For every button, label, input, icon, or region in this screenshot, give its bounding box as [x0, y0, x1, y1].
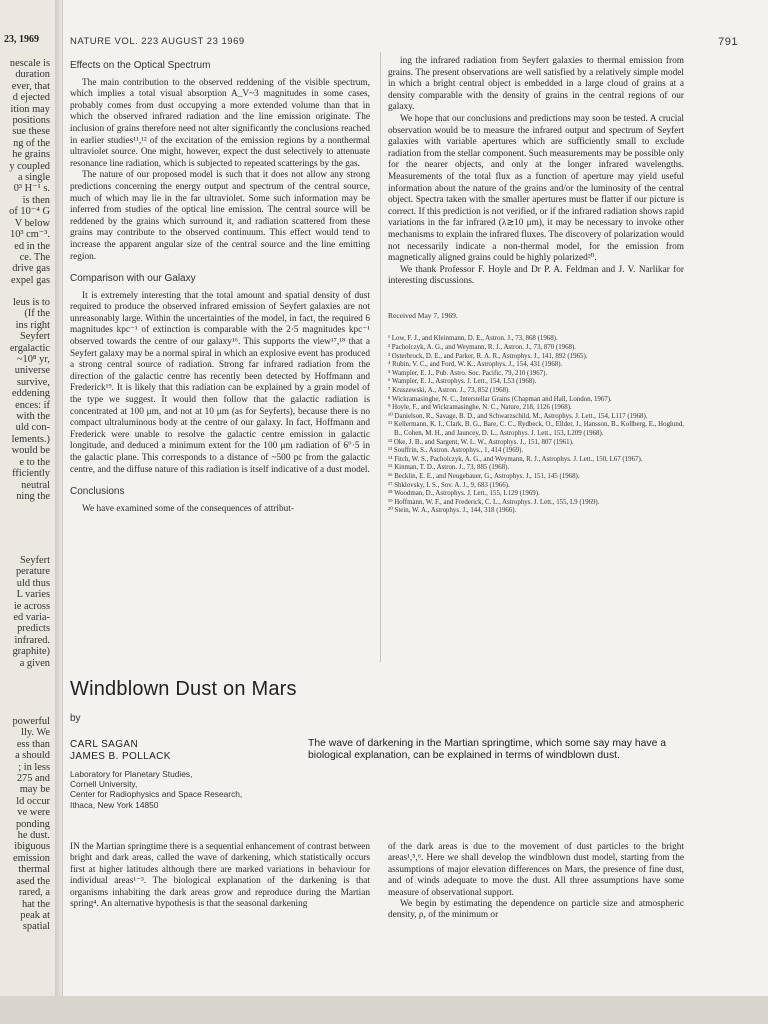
gutter-shadow [55, 0, 63, 1000]
margin-fragment-line: with the [16, 411, 50, 423]
margin-fragment-line: lements.) [11, 433, 50, 445]
article-section [70, 60, 370, 263]
margin-fragment-line: ess than [16, 738, 50, 750]
right-column [388, 56, 684, 516]
margin-fragment-line: survive, [16, 376, 50, 388]
margin-fragment-line: Seyfert [19, 555, 50, 566]
margin-fragment-line: ased the [16, 875, 50, 887]
affiliation-line: Laboratory for Planetary Studies, [70, 769, 193, 779]
column-divider [380, 52, 381, 662]
author-list [70, 739, 171, 763]
author-name: JAMES B. POLLACK [70, 750, 171, 762]
section-paragraph: We have examined some of the consequences of attribut- [82, 503, 294, 514]
margin-fragment-line: ibiguous [14, 841, 50, 853]
margin-fragment-block-1 [6, 58, 50, 286]
margin-fragment-line: infrared. [14, 634, 50, 646]
byline-label: by [70, 713, 81, 724]
margin-fragment-line: perature [15, 566, 50, 578]
margin-fragment-line: ng of the [13, 137, 50, 149]
received-date: Received May 7, 1969. [388, 310, 458, 320]
margin-fragment-line: spatial [22, 921, 50, 933]
margin-fragment-line: ponding [15, 818, 50, 830]
article-abstract: The wave of darkening in the Martian springtime, which some say may have a biological explanation, can be explained in terms of windblown dust. [308, 738, 667, 762]
affiliation-line: Cornell University, [70, 779, 138, 790]
margin-fragment-line: Seyfert [19, 331, 50, 343]
reference-item: ¹⁵ Kinman, T. D., Astron. J., 73, 885 (1968). [388, 464, 510, 472]
margin-fragment-line: drive gas [12, 263, 50, 275]
article-section [70, 273, 370, 476]
body-paragraph: We begin by estimating the dependence on particle size and atmospheric density, ρ, of the minimum or [388, 899, 684, 921]
margin-fragment-block-3 [6, 555, 50, 669]
body-paragraph: ing the infrared radiation from Seyfert galaxies to thermal emission from grains. The present observations are well satisfied by a relatively simple model in which a bright central object is embedded in a large cloud of grains at a density comparable with the density of grains in the central regions of our galaxy. [388, 56, 684, 113]
margin-fragment-line: ~10⁸ yr, [16, 354, 50, 366]
margin-fragment-line: leus is to [13, 297, 50, 308]
margin-fragment-line: uld con- [15, 422, 50, 434]
margin-fragment-line: graphite) [12, 646, 50, 658]
margin-fragment-line: would be [11, 445, 50, 457]
reference-item: ³ Osterbrock, D. E., and Parker, R. A. R., Astrophys. J., 141, 892 (1965). [388, 352, 588, 360]
reference-item: ⁹ Hoyle, F., and Wickramasinghe, N. C., Nature, 218, 1126 (1968). [388, 404, 572, 412]
margin-fragment-line: ition may [10, 103, 50, 115]
reference-item: ⁴ Rubin, V. C., and Ford, W. K., Astrophys. J., 154, 431 (1968). [388, 361, 563, 369]
margin-fragment-line: peak at [20, 909, 50, 921]
margin-fragment-line: ning the [16, 490, 50, 502]
margin-fragment-line: (If the [24, 308, 50, 320]
affiliation-line: Center for Radiophysics and Space Research, [70, 789, 243, 800]
margin-fragment-line: ences: if [15, 399, 50, 411]
margin-fragment-line: ie across [13, 600, 50, 612]
margin-fragment-line: d ejected [12, 92, 50, 104]
margin-fragment-line: a given [19, 657, 50, 669]
page-number: 791 [718, 36, 738, 48]
reference-item: ⁶ Wampler, E. J., Astrophys. J. Lett., 154, L53 (1968). [388, 378, 537, 386]
margin-fragment-line: lly. We [21, 727, 50, 739]
right-column-paragraphs [388, 56, 684, 288]
margin-fragment-line: he dust. [17, 830, 50, 842]
margin-fragment-line: expel gas [11, 274, 50, 286]
margin-fragment-line: emission [13, 852, 50, 864]
reference-item: ¹² Oke, J. B., and Sargent, W. L. W., Astrophys. J., 151, 807 (1961). [388, 438, 574, 446]
reference-item: ¹³ Souffrin, S., Astron. Astrophys., 1, 414 (1969). [388, 447, 524, 455]
article-body-left [70, 842, 370, 910]
margin-fragment-line: fficiently [12, 468, 50, 480]
margin-fragment-line: a single [17, 172, 50, 184]
margin-fragment-line: a should [15, 750, 50, 762]
margin-fragment-line: e to the [19, 456, 50, 468]
left-column [70, 58, 370, 525]
reference-item: ¹⁷ Shklovsky, I. S., Sov. A. J., 9, 683 (1966). [388, 481, 510, 489]
margin-fragment-line: hat the [22, 898, 50, 910]
margin-fragment-line: universe [14, 365, 50, 377]
margin-fragment-line: powerful [12, 716, 50, 727]
article-section [70, 486, 370, 515]
margin-fragment-line: thermal [18, 864, 50, 876]
margin-fragment-line: 275 and [16, 773, 50, 785]
body-paragraph: We thank Professor F. Hoyle and Dr P. A. Feldman and J. V. Narlikar for interesting discussions. [388, 264, 684, 287]
section-heading: Conclusions [70, 486, 125, 498]
margin-fragment-line: nescale is [9, 58, 50, 69]
margin-fragment-line: ed in the [14, 240, 50, 252]
reference-list [388, 335, 684, 515]
margin-fragment-block-2 [6, 297, 50, 502]
margin-fragment-line: positions [12, 115, 50, 127]
running-header [70, 36, 738, 50]
section-paragraph: The nature of our proposed model is such that it does not allow any strong predictions concerning the energy output and spectrum of the central source, much of which may lie in the far ultraviolet. Some such information may be inferred from studies of the optical line emission. The central source will be reddened by the grains which surround it, and radiation scattered from these grains may contribute to the observed continuum. This effect would tend to increase the apparent angular size of the central source and the line emitting region. [70, 170, 370, 262]
section-heading: Effects on the Optical Spectrum [70, 60, 211, 71]
margin-fragment-line: he grains [12, 149, 50, 161]
section-paragraph: The main contribution to the observed reddening of the visible spectrum, which implies a total visual absorption A_V~3 magnitudes in some cases, probably comes from dust occupying a more extended volume than that in which the observed infrared radiation and the line emission originate. The inclusion of grains therefore need not alter significantly the conclusions reached in earlier studies¹¹,¹² of the excitation of the emission regions by a nonthermal ultraviolet source. One might, however, expect the dust selectively to attenuate resonance line radiation, which is subjected to repeated scatterings by the gas. [70, 77, 370, 169]
reference-item: ⁸ Wickramasinghe, N. C., Interstellar Grains (Chapman and Hall, London, 1967). [388, 395, 612, 403]
margin-fragment-line: rared, a [18, 887, 50, 899]
margin-fragment-line: ve were [17, 807, 50, 819]
previous-page-date: 23, 1969 [4, 34, 39, 45]
margin-fragment-line: predicts [17, 623, 50, 635]
margin-fragment-line: is then [22, 194, 50, 206]
margin-fragment-line: ed varia- [13, 612, 50, 624]
margin-fragment-line: ce. The [19, 251, 50, 263]
reference-item: ¹⁹ Hoffmann, W. F., and Frederick, C. L., Astrophys. J. Lett., 155, L9 (1969). [388, 498, 600, 506]
margin-fragment-block-4 [6, 716, 50, 933]
article-body-right [388, 842, 684, 922]
reference-item: ²⁰ Stein, W. A., Astrophys. J., 144, 318 (1966). [388, 507, 517, 515]
margin-fragment-line: 10³ cm⁻³. [10, 229, 50, 241]
margin-fragment-line: ld occur [16, 795, 50, 807]
affiliation-line: Ithaca, New York 14850 [70, 799, 159, 810]
margin-fragment-line: uld thus [16, 577, 50, 589]
author-name: CARL SAGAN [70, 739, 139, 750]
section-paragraph: It is extremely interesting that the total amount and spatial density of dust required to produce the observed infrared emission of Seyfert galaxies are not unreasonably large. Within the uncertainties of the model, in fact, the required 6 magnitudes kpc⁻¹ of extinction is comparable with the 2·5 magnitudes kpc⁻¹ observed towards the centre of our galaxy¹⁶. This supports the view¹⁷,¹⁸ that a Seyfert galaxy may be a normal spiral in which an explosive event has produced a strong central source of radiation. Strong far infrared radiation from the direction of the galactic centre has recently been detected by Hoffmann and Frederick¹⁹. It is likely that this radiation can be explained by a grain model of the type we suggest. It would then follow that the galactic radiation is concentrated at 100 μm, and not at 10 μm (as for Seyferts), because there is no compact ultraluminous body at the centre of our galaxy. In fact, Hoffmann and Frederick were unable to resolve the galactic centre emission in galactic longitude, and deduced a minimum extent for the 100 μm radiation of 6°·5 in the galactic plane. This corresponds to a distance of ~500 pc from the galactic centre, and the diffuse nature of this radiation is itself indicative of a dust model. [70, 290, 370, 475]
body-paragraph: IN the Martian springtime there is a sequential enhancement of contrast between bright and dark areas, called the wave of darkening, which statistically occurs first at higher latitudes although there are marked variations in behaviour for individual areas¹⁻³. The biological explanation of the darkening is that organisms inhabiting the dark areas grow and reproduce during the Martian spring⁴. An alternative hypothesis is that the seasonal darkening [70, 842, 370, 910]
margin-fragment-line: may be [19, 784, 50, 796]
journal-citation: NATURE VOL. 223 AUGUST 23 1969 [70, 36, 245, 47]
reference-item: ⁷ Kruszewski, A., Astron. J., 73, 852 (1968). [388, 387, 511, 395]
margin-fragment-line: duration [15, 69, 50, 81]
reference-item: ¹¹ Kellermann, K. I., Clark, B. G., Bare, C. C., Rydbeck, O., Ellder, J., Hansson, B., Kollberg, E., Hoglund, B., Cohen, M. H., and Jauncey, D. L., Astrophys. J. Lett., 153, L209 (1968). [388, 421, 684, 437]
margin-fragment-line: ever, that [11, 80, 50, 92]
margin-fragment-line: y coupled [9, 160, 50, 172]
margin-fragment-line: ins right [15, 319, 50, 331]
margin-fragment-line: of 10⁻⁴ G [9, 206, 50, 218]
margin-fragment-line: V below [14, 217, 50, 229]
margin-fragment-line: ergalactic [9, 342, 50, 354]
reference-item: ² Pacholczyk, A. G., and Weymann, R. J., Astron. J., 73, 870 (1968). [388, 344, 576, 352]
margin-fragment-line: sue these [12, 126, 50, 138]
reference-item: ¹⁸ Woodman, D., Astrophys. J. Lett., 155, L129 (1969). [388, 490, 540, 498]
margin-fragment-line: L varies [16, 589, 50, 601]
margin-fragment-line: 0³ H⁻¹ s. [13, 183, 50, 195]
author-affiliation [70, 769, 310, 810]
reference-item: ⁵ Wampler, E. J., Pub. Astro. Soc. Pacific, 79, 210 (1967). [388, 369, 548, 377]
margin-fragment-line: eddening [11, 388, 50, 400]
reference-item: ¹⁴ Fitch, W. S., Pacholczyk, A. G., and Weymann, R. J., Astrophys. J. Lett., 150, L67 (1967). [388, 455, 643, 463]
article-title: Windblown Dust on Mars [70, 678, 297, 700]
scan-bottom-edge [0, 996, 768, 1024]
margin-fragment-line: ; in less [18, 761, 50, 773]
section-heading: Comparison with our Galaxy [70, 273, 196, 285]
reference-item: ¹ Low, F. J., and Kleinmann, D. E., Astron. J., 73, 868 (1968). [388, 335, 558, 343]
body-paragraph: We hope that our conclusions and predictions may soon be tested. A crucial observation would be to measure the infrared output and spectrum of Seyfert galaxies with variable apertures which are sufficiently small to exclude radiation from the stellar component. Such measurements may be possible only for the nearer objects, and only at the longer infrared wavelengths. Measurements of the total flux as a function of aperture may yield useful information about the nature of the grains and/or the luminosity of the central object. Spectra taken with the smaller apertures must be flatter if our picture is correct. If this prediction is not verified, or if the infrared radiation shows rapid variations in the far infrared (λ≳10 μm), it may be necessary to invoke other mechanisms to explain the infrared fluxes. The discovery of polarization would not necessarily indicate a non-thermal model, for the emission from magnetically aligned grains could be highly polarized²⁰. [388, 113, 684, 264]
margin-fragment-line: neutral [21, 479, 50, 491]
previous-page-margin [0, 0, 63, 1000]
body-paragraph: of the dark areas is due to the movement of dust particles to the bright areas¹,⁵,⁶. Here we shall develop the windblown dust model, starting from the assumptions of major elevation differences on Mars, the presence of fine dust, and of winds adequate to move the dust. All three assumptions have some measure of observational support. [388, 842, 684, 898]
reference-item: ¹⁶ Becklin, E. E., and Neugebauer, G., Astrophys. J., 151, 145 (1968). [388, 472, 580, 480]
reference-item: ¹⁰ Danielson, R., Savage, B. D., and Schwarzschild, M., Astrophys. J. Lett., 154, L117 (1968). [388, 412, 648, 420]
